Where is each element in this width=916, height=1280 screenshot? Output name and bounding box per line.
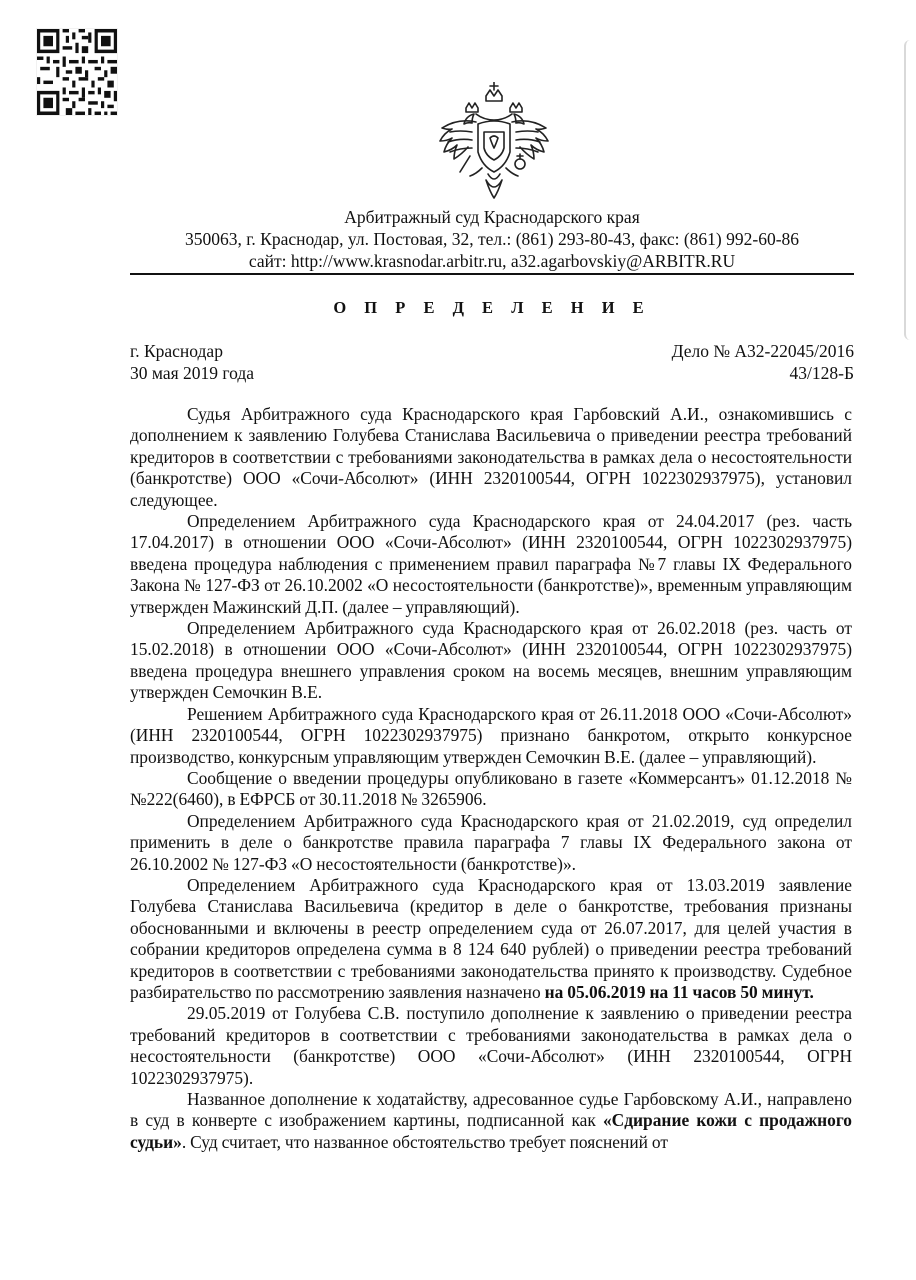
court-header — [130, 206, 854, 272]
case-info — [672, 340, 854, 384]
hearing-datetime: на 05.06.2019 на 11 часов 50 минут. — [544, 981, 814, 1002]
document-body — [130, 404, 852, 1153]
document-title: О П Р Е Д Е Л Е Н И Е — [333, 298, 651, 317]
document-place-date — [130, 340, 254, 384]
document-date: 30 мая 2019 года — [130, 363, 255, 383]
paragraph: Определением Арбитражного суда Краснодарского края от 21.02.2019, суд определил применить в деле о банкротстве правила параграфа 7 главы IX Федерального закона от 26.10.2002 № 127-ФЗ «О несостоятельности (банкротстве)». — [130, 810, 852, 874]
page-scroll-edge — [904, 40, 916, 340]
paragraph-hearing — [130, 875, 852, 1003]
coat-of-arms-emblem — [436, 82, 552, 202]
envelope-text-after: . Суд считает, что названное обстоятельство требует пояснений от — [181, 1131, 668, 1152]
paragraph: Решением Арбитражного суда Краснодарского края от 26.11.2018 ООО «Сочи-Абсолют» (ИНН 2320100544, ОГРН 1022302937975) признано банкротом, открыто конкурсное производство, конкурсным управляющим утвержден Семочкин В.Е. (далее – управляющий). — [130, 703, 852, 767]
court-name: Арбитражный суд Краснодарского края — [344, 207, 640, 227]
paragraph: Сообщение о введении процедуры опубликовано в газете «Коммерсантъ» 01.12.2018 № №222(6460), в ЕФРСБ от 30.11.2018 № 3265906. — [130, 767, 852, 810]
court-website: сайт: http://www.krasnodar.arbitr.ru, a32.agarbovskiy@ARBITR.RU — [248, 251, 736, 271]
header-divider — [130, 273, 854, 275]
painting-title: «Сдирание кожи с продажного судьи» — [130, 1110, 852, 1152]
hearing-text: Определением Арбитражного суда Краснодарского края от 13.03.2019 заявление Голубева Станислава Васильевича (кредитор в деле о банкротстве, требования признаны обоснованными и включены в реестр определением суда от 26.07.2017, для целей участия в собрании кредиторов определена сумма в 8 124 640 рублей) о приведении реестра требований кредиторов в соответствии с требованиями законодательства принято к производству. Судебное разбирательство по рассмотрению заявления назначено — [130, 874, 852, 1002]
document-city: г. Краснодар — [130, 341, 223, 361]
paragraph: Определением Арбитражного суда Краснодарского края от 24.04.2017 (рез. часть 17.04.2017) в отношении ООО «Сочи-Абсолют» (ИНН 2320100544, ОГРН 1022302937975) введена процедура наблюдения с применением правил параграфа №7 главы IX Федерального Закона № 127-ФЗ от 26.10.2002 «О несостоятельности (банкротстве)», временным управляющим утвержден Мажинский Д.П. (далее – управляющий). — [130, 511, 852, 617]
paragraph-envelope — [130, 1089, 852, 1153]
qr-code-icon — [36, 28, 118, 116]
envelope-text-before: Названное дополнение к ходатайству, адресованное судье Гарбовскому А.И., направлено в суд в конверте с изображением картины, подписанной как — [130, 1089, 852, 1131]
paragraph: Судья Арбитражного суда Краснодарского края Гарбовский А.И., ознакомившись с дополнением к заявлению Голубева Станислава Васильевича о приведении реестра требований кредиторов в соответствии с требованиями законодательства в рамках дела о несостоятельности (банкротстве) ООО «Сочи-Абсолют» (ИНН 2320100544, ОГРН 1022302937975), установил следующее. — [130, 404, 852, 510]
court-address: 350063, г. Краснодар, ул. Постовая, 32, тел.: (861) 293-80-43, факс: (861) 992-60-86 — [184, 229, 800, 249]
paragraph: Определением Арбитражного суда Краснодарского края от 26.02.2018 (рез. часть от 15.02.2018) в отношении ООО «Сочи-Абсолют» (ИНН 2320100544, ОГРН 1022302937975) введена процедура внешнего управления сроком на восемь месяцев, внешним управляющим утвержден Семочкин В.Е. — [130, 618, 852, 703]
paragraph: 29.05.2019 от Голубева С.В. поступило дополнение к заявлению о приведении реестра требований кредиторов в соответствии с требованиями законодательства в рамках дела о несостоятельности (банкротстве) ООО «Сочи-Абсолют» (ИНН 2320100544, ОГРН 1022302937975). — [130, 1003, 852, 1088]
case-number: Дело № А32-22045/2016 — [671, 341, 854, 361]
case-sub-number: 43/128-Б — [789, 363, 854, 383]
